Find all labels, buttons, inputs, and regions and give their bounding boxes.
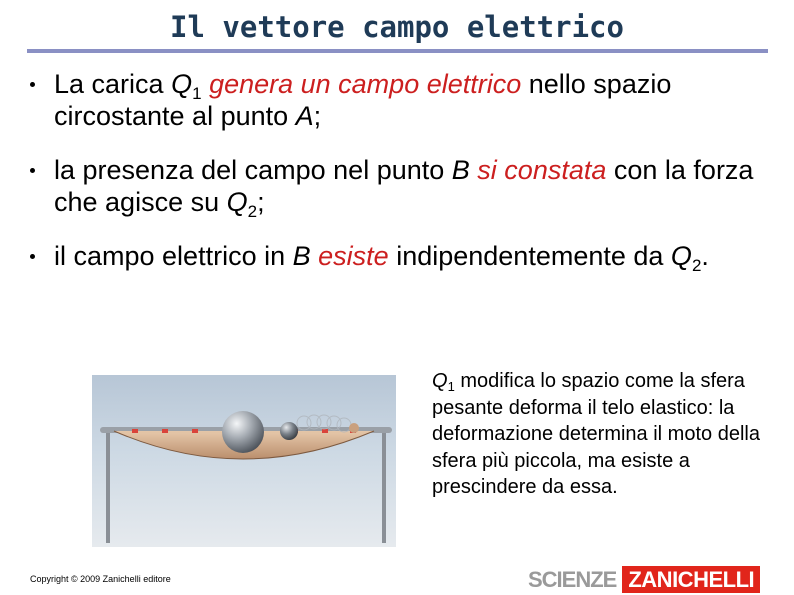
bullet-punct: ;: [257, 187, 265, 217]
bullet-list: [30, 68, 770, 294]
bullet-text: il campo elettrico in: [54, 241, 293, 271]
bullet-item-2: [30, 154, 770, 221]
logo-scienze: SCIENZE: [528, 567, 617, 592]
title-divider: [27, 49, 768, 53]
copyright-notice: Copyright © 2009 Zanichelli editore: [30, 574, 171, 584]
bullet-text: con la forza che agisce su: [54, 155, 754, 217]
charge-symbol: Q: [670, 241, 692, 271]
elastic-sheet-illustration: [92, 375, 396, 547]
bullet-space: [202, 69, 210, 99]
slide-title: Il vettore campo elettrico: [170, 10, 624, 44]
charge-subscript: 2: [691, 256, 702, 275]
logo-zanichelli: ZANICHELLI: [622, 566, 760, 593]
bullet-punct: ;: [313, 101, 322, 131]
photo-caption: [432, 368, 762, 501]
bullet-text: indipendentemente da: [388, 241, 671, 271]
caption-text: modifica lo spazio come la sfera pesante deforma il telo elastico: la deformazione determina il moto della sfera più piccola, ma esiste a prescindere da essa.: [432, 370, 760, 498]
charge-subscript: 1: [192, 84, 202, 103]
bullet-item-3: [30, 240, 770, 275]
charge-symbol: Q: [171, 69, 193, 99]
bullet-text: nello spazio circostante al punto: [54, 69, 672, 131]
emphasis-text: si constata: [477, 155, 607, 185]
bullet-dot: [30, 82, 35, 87]
bullet-dot: [30, 168, 35, 173]
bullet-text: La carica: [54, 69, 172, 99]
emphasis-text: esiste: [318, 241, 389, 271]
point-symbol: A: [295, 101, 314, 131]
point-symbol: B: [451, 155, 470, 185]
charge-subscript: 2: [247, 202, 258, 221]
charge-symbol: Q: [226, 187, 248, 217]
charge-subscript: 1: [447, 379, 455, 394]
charge-symbol: Q: [432, 370, 448, 392]
bullet-punct: .: [701, 241, 709, 271]
publisher-logo: [528, 566, 760, 593]
bullet-space: [311, 241, 319, 271]
elastic-sheet-photo: [92, 375, 396, 547]
bullet-item-1: [30, 68, 770, 132]
emphasis-text: genera un campo elettrico: [209, 69, 522, 99]
bullet-dot: [30, 254, 35, 259]
point-symbol: B: [292, 241, 311, 271]
bullet-text: la presenza del campo nel punto: [54, 155, 452, 185]
